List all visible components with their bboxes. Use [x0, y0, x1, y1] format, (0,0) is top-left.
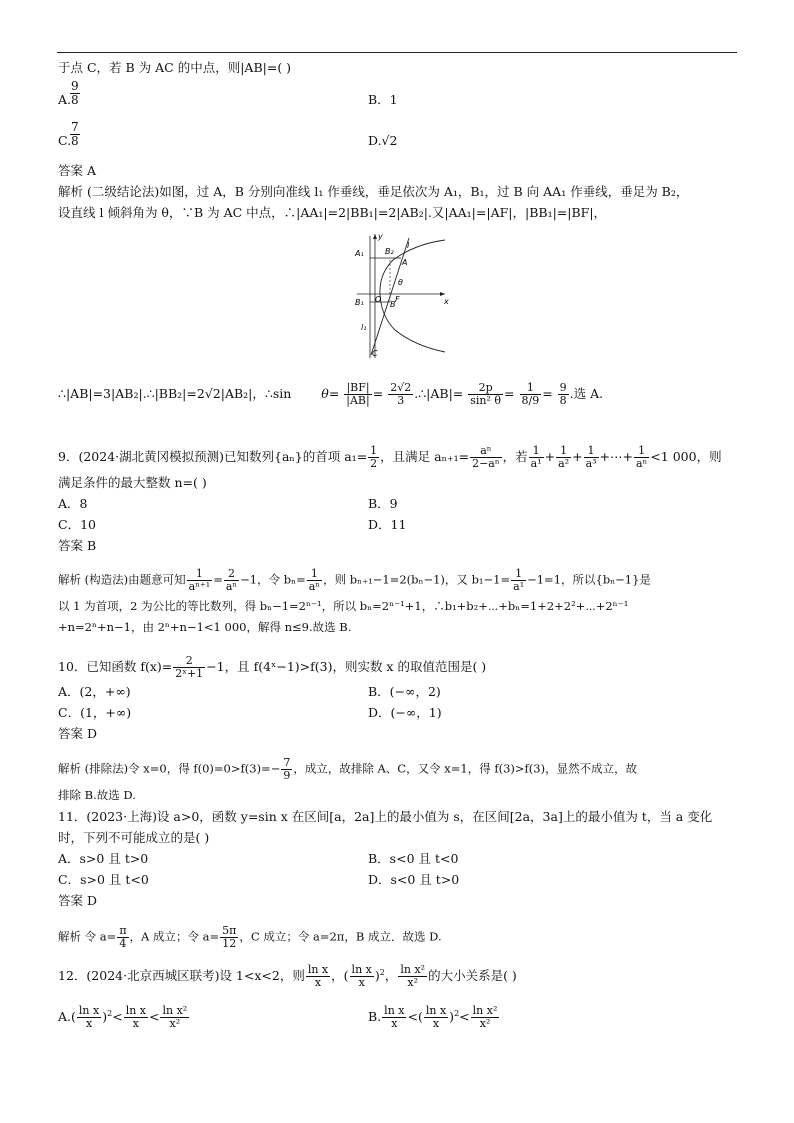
q10-seven-ninths: $\frac{7}{9}$ — [283, 756, 291, 782]
q9-sum-term3: $\frac{1}{\text{a³}}$ — [585, 444, 597, 470]
label-A1: A₁ — [355, 249, 364, 258]
q9-recurrence-frac: $\frac{\text{aⁿ}}{\text{2−aⁿ}}$ — [472, 444, 500, 470]
q8-option-c-fraction: $\frac{7}{8}$ — [71, 120, 79, 148]
q10-f-frac: $\frac{2}{\text{2ˣ+1}}$ — [175, 654, 204, 680]
q10-option-a[interactable]: A．(2，+∞) — [58, 684, 131, 699]
q12-a-term3: $\frac{\text{ln x²}}{\text{x²}}$ — [162, 1004, 188, 1030]
q12-lnx-x-squared: $\frac{\text{ln x}}{x}$ — [351, 963, 372, 989]
frac-2p-sin2theta: $\frac{2p}{\text{sin² θ}}$ — [470, 381, 502, 407]
q12-b-term3: $\frac{\text{ln x²}}{\text{x²}}$ — [472, 1004, 498, 1030]
frac-2root2-3: $\frac{2√2}{3}$ — [390, 381, 412, 407]
label-O: O — [375, 295, 382, 304]
frac-bf-ab: $\frac{|BF|}{|AB|}$ — [346, 381, 370, 407]
label-F: F — [395, 295, 400, 304]
q9-option-d[interactable]: D．11 — [368, 517, 407, 532]
q9-b1-frac: $\frac{1}{\text{a¹}}$ — [513, 567, 525, 593]
q9-a1-frac: $\frac{1}{2}$ — [370, 444, 378, 470]
q9-option-a[interactable]: A．8 — [58, 496, 88, 511]
q10-answer: 答案 D — [58, 726, 97, 741]
label-A: A — [402, 258, 408, 267]
q8-option-a[interactable]: A. — [58, 92, 72, 107]
q11-stem-line2: 时，下列不可能成立的是( ) — [58, 830, 210, 845]
q9-sum-term2: $\frac{1}{\text{a²}}$ — [558, 444, 570, 470]
q8-stem-tail: 于点 C，若 B 为 AC 的中点，则|AB|=( ) — [58, 60, 292, 75]
q11-answer: 答案 D — [58, 893, 97, 908]
q11-option-c[interactable]: C．s>0 且 t<0 — [58, 872, 149, 887]
q10-stem: 10．已知函数 f(x)= $\frac{2}{\text{2ˣ+1}}$ −1，且 f(4ˣ−1)>f(3)，则实数 x 的取值范围是( ) — [58, 654, 487, 680]
q9-analysis-line3: +n=2ⁿ+n−1，由 2ⁿ+n−1<1 000，解得 n≤9.故选 B. — [58, 620, 352, 634]
q11-stem-line1: 11．(2023·上海)设 a>0，函数 y=sin x 在区间[a，2a]上的最小值为 s，在区间[2a，3a]上的最小值为 t，当 a 变化 — [58, 809, 713, 824]
q9-stem-line1: 9．(2024·湖北黄冈模拟预测)已知数列{aₙ}的首项 a₁= $\frac{1}{2}$ ，且满足 aₙ₊₁= $\frac{\text{aⁿ}}{\text{2−aⁿ}}$ ，若 $\frac{1}{\text{a¹}}$ + $\frac{1}{\text{a²}}$ + $\frac{1}{\text{a³}}$ +⋯+ $\frac{1}{\text{aⁿ}}$ <1 000，则 — [58, 444, 722, 470]
label-B1: B₁ — [355, 298, 364, 307]
q9-sum-term1: $\frac{1}{\text{a¹}}$ — [530, 444, 542, 470]
q11-option-d[interactable]: D．s<0 且 t>0 — [368, 872, 460, 887]
q11-5pi-12: $\frac{5\pi}{12}$ — [222, 924, 237, 950]
label-y: y — [378, 232, 383, 241]
q9-answer: 答案 B — [58, 538, 97, 553]
frac-1-over-8-9: $\frac{1}{8/9}$ — [521, 381, 540, 407]
q9-an-frac: $\frac{1}{\text{aⁿ⁺¹}}$ — [188, 567, 211, 593]
q10-analysis-line1: 解析 (排除法)令 x=0，得 f(0)=0>f(3)=− $\frac{7}{9}$ ，成立，故排除 A、C，又令 x=1，得 f(3)>f(3)，显然不成立，故 — [58, 756, 638, 782]
q11-pi-4: $\frac{\pi}{4}$ — [119, 924, 127, 950]
q9-analysis-line1: 解析 (构造法)由题意可知 $\frac{1}{\text{aⁿ⁺¹}}$ = $\frac{2}{\text{aⁿ}}$ −1，令 bₙ= $\frac{1}{\text{aⁿ}}$ ，则 bₙ₊₁−1=2(bₙ−1)，又 b₁−1= $\frac{1}{\text{a¹}}$ −1=1，所以{bₙ−1}是 — [58, 567, 651, 593]
label-l1: l₁ — [361, 323, 367, 332]
q12-option-a[interactable]: A.( $\frac{\text{ln x}}{x}$ )$^2$< $\frac{\text{ln x}}{x}$ < $\frac{\text{ln x²}}{\text{x²}}$ — [58, 1004, 188, 1030]
q12-lnx-x: $\frac{\text{ln x}}{x}$ — [307, 963, 329, 989]
q9-bn-frac: $\frac{1}{\text{aⁿ}}$ — [308, 567, 321, 593]
q8-conclusion: ∴|AB|=3|AB₂|.∴|BB₂|=2√2|AB₂|，∴sin θ= $\frac{|BF|}{|AB|}$ = $\frac{2√2}{3}$ .∴|AB|= $\frac{2p}{\text{sin² θ}}$ = $\frac{1}{8/9}$ = $\frac{9}{8}$ .选 A. — [58, 381, 604, 407]
q8-option-b[interactable]: B．1 — [368, 92, 398, 107]
q12-stem: 12．(2024·北京西城区联考)设 1<x<2，则 $\frac{\text{ln x}}{x}$ ，( $\frac{\text{ln x}}{x}$ )$^2$， $\frac{\text{ln x²}}{\text{x²}}$ 的大小关系是( ) — [58, 963, 517, 989]
q10-option-b[interactable]: B．(−∞，2) — [368, 684, 441, 699]
label-B: B — [390, 300, 396, 309]
q10-option-c[interactable]: C．(1，+∞) — [58, 705, 132, 720]
parabola-figure — [345, 230, 455, 362]
label-B2: B₂ — [385, 247, 394, 256]
label-x: x — [444, 297, 449, 306]
q12-option-b[interactable]: B. $\frac{\text{ln x}}{x}$ <( $\frac{\text{ln x}}{x}$ )$^2$< $\frac{\text{ln x²}}{\text{x²}}$ — [368, 1004, 498, 1030]
q10-analysis-line2: 排除 B.故选 D. — [58, 788, 136, 802]
y-axis-arrow — [373, 234, 377, 239]
q9-two-frac: $\frac{2}{\text{aⁿ}}$ — [225, 567, 238, 593]
q10-option-d[interactable]: D．(−∞，1) — [368, 705, 442, 720]
q9-sum-termn: $\frac{1}{\text{aⁿ}}$ — [635, 444, 648, 470]
q8-option-a-fraction: $\frac{9}{8}$ — [71, 79, 79, 107]
label-l: l — [407, 241, 410, 250]
q8-answer: 答案 A — [58, 163, 97, 178]
q9-stem-line2: 满足条件的最大整数 n=( ) — [58, 475, 207, 490]
q8-analysis-line2: 设直线 l 倾斜角为 θ，∵B 为 AC 中点，∴|AA₁|=2|BB₁|=2|AB₂|.又|AA₁|=|AF|，|BB₁|=|BF|， — [58, 205, 607, 220]
q11-option-b[interactable]: B．s<0 且 t<0 — [368, 851, 459, 866]
q12-b-term1: $\frac{\text{ln x}}{x}$ — [384, 1004, 405, 1030]
q12-lnx2-x2: $\frac{\text{ln x²}}{\text{x²}}$ — [400, 963, 426, 989]
q8-analysis-line1: 解析 (二级结论法)如图，过 A，B 分别向准线 l₁ 作垂线，垂足依次为 A₁，B₁，过 B 向 AA₁ 作垂线，垂足为 B₂， — [58, 184, 689, 199]
q9-option-c[interactable]: C．10 — [58, 517, 96, 532]
frac-9-8: $\frac{9}{8}$ — [559, 381, 567, 407]
q12-b-term2: $\frac{\text{ln x}}{x}$ — [425, 1004, 447, 1030]
x-axis-arrow — [440, 292, 445, 296]
q9-analysis-line2: 以 1 为首项，2 为公比的等比数列，得 bₙ−1=2ⁿ⁻¹，所以 bₙ=2ⁿ⁻¹+1，∴b₁+b₂+⋯+bₙ=1+2+2²+⋯+2ⁿ⁻¹ — [58, 599, 629, 613]
label-theta: θ — [398, 278, 403, 287]
q9-option-b[interactable]: B．9 — [368, 496, 398, 511]
q12-a-term1: $\frac{\text{ln x}}{x}$ — [78, 1004, 100, 1030]
q11-option-a[interactable]: A．s>0 且 t>0 — [58, 851, 149, 866]
header-rule — [57, 52, 737, 53]
label-C: C — [372, 349, 378, 358]
q12-a-term2: $\frac{\text{ln x}}{x}$ — [125, 1004, 146, 1030]
q8-option-d[interactable]: D.√2 — [368, 133, 398, 148]
q11-analysis: 解析 令 a= $\frac{\pi}{4}$ ，A 成立；令 a= $\frac{5\pi}{12}$ ，C 成立；令 a=2π，B 成立．故选 D. — [58, 924, 442, 950]
q8-option-c[interactable]: C. — [58, 133, 72, 148]
